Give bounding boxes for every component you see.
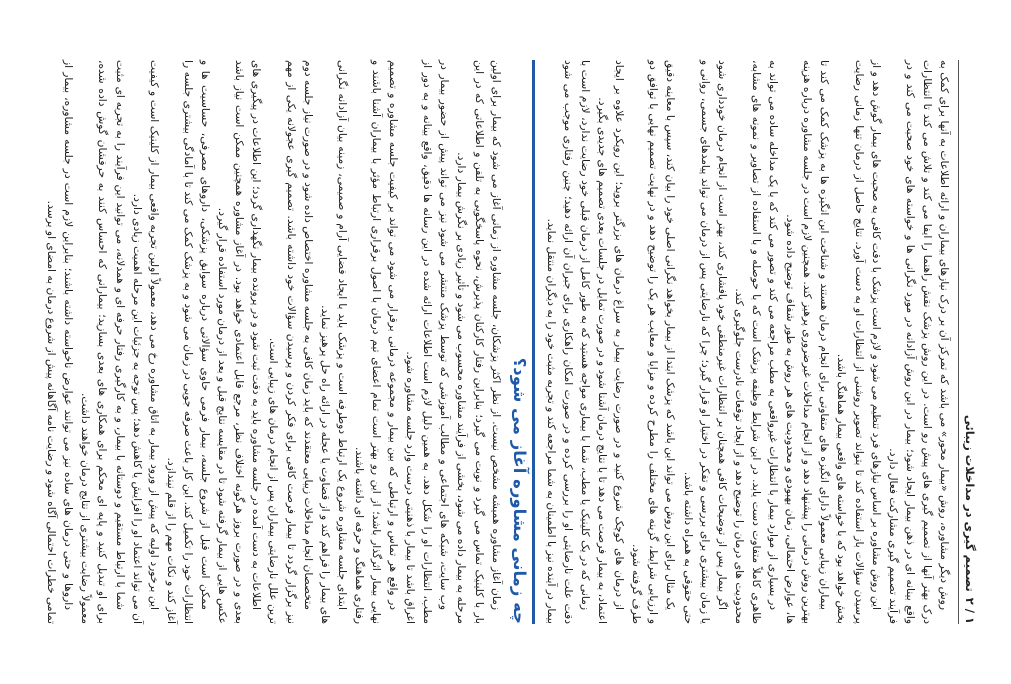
body-paragraph: وب سایت، شبکه های اجتماعی و مطالب آموزشی که توسط پزشک منتشر می شود نیز می تواند پیش از حضور بیمار در مطب، انتظارات او را شکل دهد. به همین دلیل لازم است اطلاعات ارائه شده در این رسانه ها دقیق، واقع بینانه و به دور از اغراق باشد تا بیمار با ذهنیتی درست وارد جلسه مشاوره شود. bbox=[404, 60, 452, 624]
body-paragraph: در واقع هر تماس و ارتباطی که بین بیمار و مجموعه درمانی برقرار می شود می تواند بر کیفیت جلسه مشاوره و تصمیم نهایی بیمار اثرگذار باشد؛ از این رو بهتر است تمام اعضای تیم درمان با اصول برقراری ارتباط مؤثر با بیماران آشنا باشند و رفتاری هماهنگ و حرفه ای داشته باشند. bbox=[352, 60, 401, 624]
body-paragraph: ممکن است قبل از شروع جلسه، بیمار فرمی حاوی سؤالاتی درباره سوابق پزشکی، داروهای مصرفی، حساسیت ها و انتظارات خود را تکمیل کند. این کار باعث صرفه جویی در زمان می شود و به پزشک کمک می کند تا با آمادگی بیشتری جلسه را آغاز کند و نکات مهم را از قلم نیندازد. bbox=[164, 60, 213, 624]
body-paragraph: اطلاعات به دست آمده در جلسه مشاوره باید به دقت ثبت شود و در پرونده بیمار نگهداری گردد؛ این اطلاعات در پیگیری های بعدی و در صورت بروز هرگونه اختلاف نظر، مرجع قابل اعتمادی خواهد بود. در آغاز مشاوره همچنین ممکن است نیاز باشد عکس هایی از بیمار گرفته شود تا در مقایسه نتایج قبل و بعد از درمان مورد استفاده قرار گیرد. bbox=[216, 60, 264, 624]
running-header bbox=[958, 60, 985, 624]
running-title: تصمیم گیری در مداخلات زیبائی bbox=[963, 414, 977, 592]
body-paragraph: از درمان های کوچک شروع کنید و در صورت رضایت بیمار به سراغ درمان های بزرگتر بروید؛ این رویکرد علاوه بر ایجاد اعتماد، به بیمار فرصت می دهد تا با نتایج درمان آشنا شود و در صورت تمایل در جلسات بعدی تصمیم های جدیدی بگیرد. bbox=[596, 60, 627, 624]
body-paragraph: روش دیگر مشاوره، روش «بیمار محور» می باشد که تمرکز آن بر درک نیازهای بیماران و ارائه اطلاعات به آنها برای کمک به درک بهتر آنها از تصمیم گیری های پیش رو است. در این روش پزشک نقش راهنما را ایفا می کند و تلاش می کند تا انتظارات واقع بینانه ای در ذهن بیمار ایجاد شود؛ بیمار در این روش آزادانه در مورد نگرانی ها و خواسته های خود صحبت می کند و در فرآیند تصمیم گیری مشارکت فعال دارد. bbox=[886, 60, 951, 624]
body-paragraph: متخصصان انجام مداخلات زیبایی معتقدند که باید زمان کافی به جلسه مشاوره اختصاص داده شود و در صورت نیاز جلسه دوم نیز برگزار گردد تا بیمار فرصت کافی برای فکر کردن و پرسیدن سؤالات خود داشته باشد. تصمیم گیری عجولانه یکی از مهم ترین علل نارضایتی بیماران پس از انجام درمان های زیبایی است. bbox=[267, 60, 315, 624]
body-paragraph: یک مثال برای این روش می تواند این باشد که پزشک ابتدا از بیمار بخواهد نگرانی اصلی خود را بیان کند، سپس با معاینه دقیق و ارزیابی شرایط، گزینه های مختلف را مطرح کرده و مزایا و معایب هر یک را توضیح دهد و در نهایت تصمیم نهایی با توافق دو طرف گرفته شود. bbox=[630, 60, 678, 624]
body-paragraph: اگر بیمار پس از توضیحات کافی همچنان بر انتظارات غیرمنطقی خود پافشاری کند، بهتر است از انجام درمان خودداری شود یا زمان بیشتری برای بررسی و تفکر در اختیار او قرار گیرد؛ چرا که نارضایتی پس از درمان می تواند پیامدهای جسمی، روانی و حتی حقوقی به همراه داشته باشد. bbox=[681, 60, 729, 624]
body-paragraph: در بسیاری از موارد بیمار با انتظارات غیرواقعی به مطب مراجعه می کند و تصور می کند که با یک مداخله ساده می تواند به ظاهری کاملاً متفاوت دست یابد. در این شرایط وظیفه پزشک است که با حوصله و با استفاده از تصاویر و نمونه های مشابه، محدودیت های درمان را توضیح دهد و از ایجاد توقعات نادرست جلوگیری کند. bbox=[732, 60, 781, 624]
body-paragraph: ابتدای جلسه مشاوره شروع یک ارتباط دوطرفه است و پزشک باید با ایجاد فضایی آرام و صمیمی، زمینه بیان آزادانه نگرانی های بیمار را فراهم کند و از قضاوت یا عجله در ارائه راه حل پرهیز نماید. bbox=[318, 60, 349, 624]
body-paragraph: شما با ارتباط مستقیم و دوستانه با بیمار، و به کارگیری رفتار حرفه ای و همدلانه، می توانید این فرآیند را به تجربه ای مثبت برای او تبدیل کنید و پایه ای محکم برای همکاری های بعدی بسازید؛ بیمارانی که احساس کنند به حرفشان گوش داده شده، معمولاً رضایت بیشتری از نتایج درمان خواهند داشت. bbox=[79, 60, 127, 624]
body-paragraph: این روش مشاوره بر اساس نیازهای فرد تنظیم می شود و لازم است پزشک با دقت کافی به صحبت های بیمار گوش دهد و از پرسیدن سؤالات باز استفاده کند تا بتواند تصویر روشنی از انتظارات او به دست آورد. نتایج حاصل از درمان تنها زمانی رضایت بخش خواهد بود که با خواسته های واقعی بیمار هماهنگ باشد. bbox=[835, 60, 883, 624]
body-paragraph: زمان آغاز مشاوره همیشه مشخص نیست. از نظر اکثر پزشکان، جلسه مشاوره از زمانی آغاز می شود که بیمار برای اولین بار با کلینیک تماس می گیرد و نوبت می گیرد؛ بنابراین رفتار کارکنان پذیرش، نحوه پاسخگویی به تلفن و اطلاعاتی که در این مرحله به بیمار داده می شود، بخشی از فرآیند مشاوره محسوب می شود و تأثیر زیادی بر نگرش بیمار دارد. bbox=[455, 60, 503, 624]
section-heading: چه زمانی مشاوره آغاز می شود؟ bbox=[509, 357, 529, 624]
body-paragraph: بیماران زیبایی معمولاً دارای انگیزه های متفاوتی برای انجام درمان هستند و شناخت این انگیزه ها به پزشک کمک می کند تا بهترین روش درمانی را پیشنهاد دهد و از انجام مداخلات غیرضروری پرهیز کند. همچنین لازم است در جلسه مشاوره درباره هزینه ها، عوارض احتمالی، زمان بهبودی و محدودیت های هر روش به طور شفاف توضیح داده شود. bbox=[784, 60, 832, 624]
page-number: ۱ / ۲ bbox=[963, 597, 977, 624]
body-paragraph: این برخورد اولیه که پیش از ورود بیمار به اتاق مشاوره رخ می دهد، معمولاً اولین تجربه واقعی بیمار از کلینیک است و کیفیت آن می تواند اعتماد او را افزایش یا کاهش دهد؛ پس توجه به جزئیات این مرحله اهمیت زیادی دارد. bbox=[130, 60, 161, 624]
section-divider bbox=[532, 60, 535, 624]
body-paragraph: زمانی که در یک کلینیک یا مطب، شما با بیماری مواجه هستید که به طور کامل از درمان قبلی خود رضایت ندارد، لازم است با دقت علت نارضایتی او را بررسی کرده و در صورت امکان راهکاری برای جبران آن ارائه دهید؛ چنین رفتاری موجب می شود بیمار در آینده نیز با اطمینان به شما مراجعه کند و تجربه مثبت خود را به دیگران منتقل نماید. bbox=[544, 60, 593, 624]
body-paragraph: داروها و حتی درمان های ساده نیز می توانند عوارض ناخواسته داشته باشند؛ بنابراین لازم است در جلسه مشاوره، بیمار از تمامی خطرات احتمالی آگاه شود و رضایت نامه آگاهانه پیش از شروع درمان به امضای او برسد. bbox=[45, 60, 76, 624]
page-body bbox=[30, 60, 953, 624]
